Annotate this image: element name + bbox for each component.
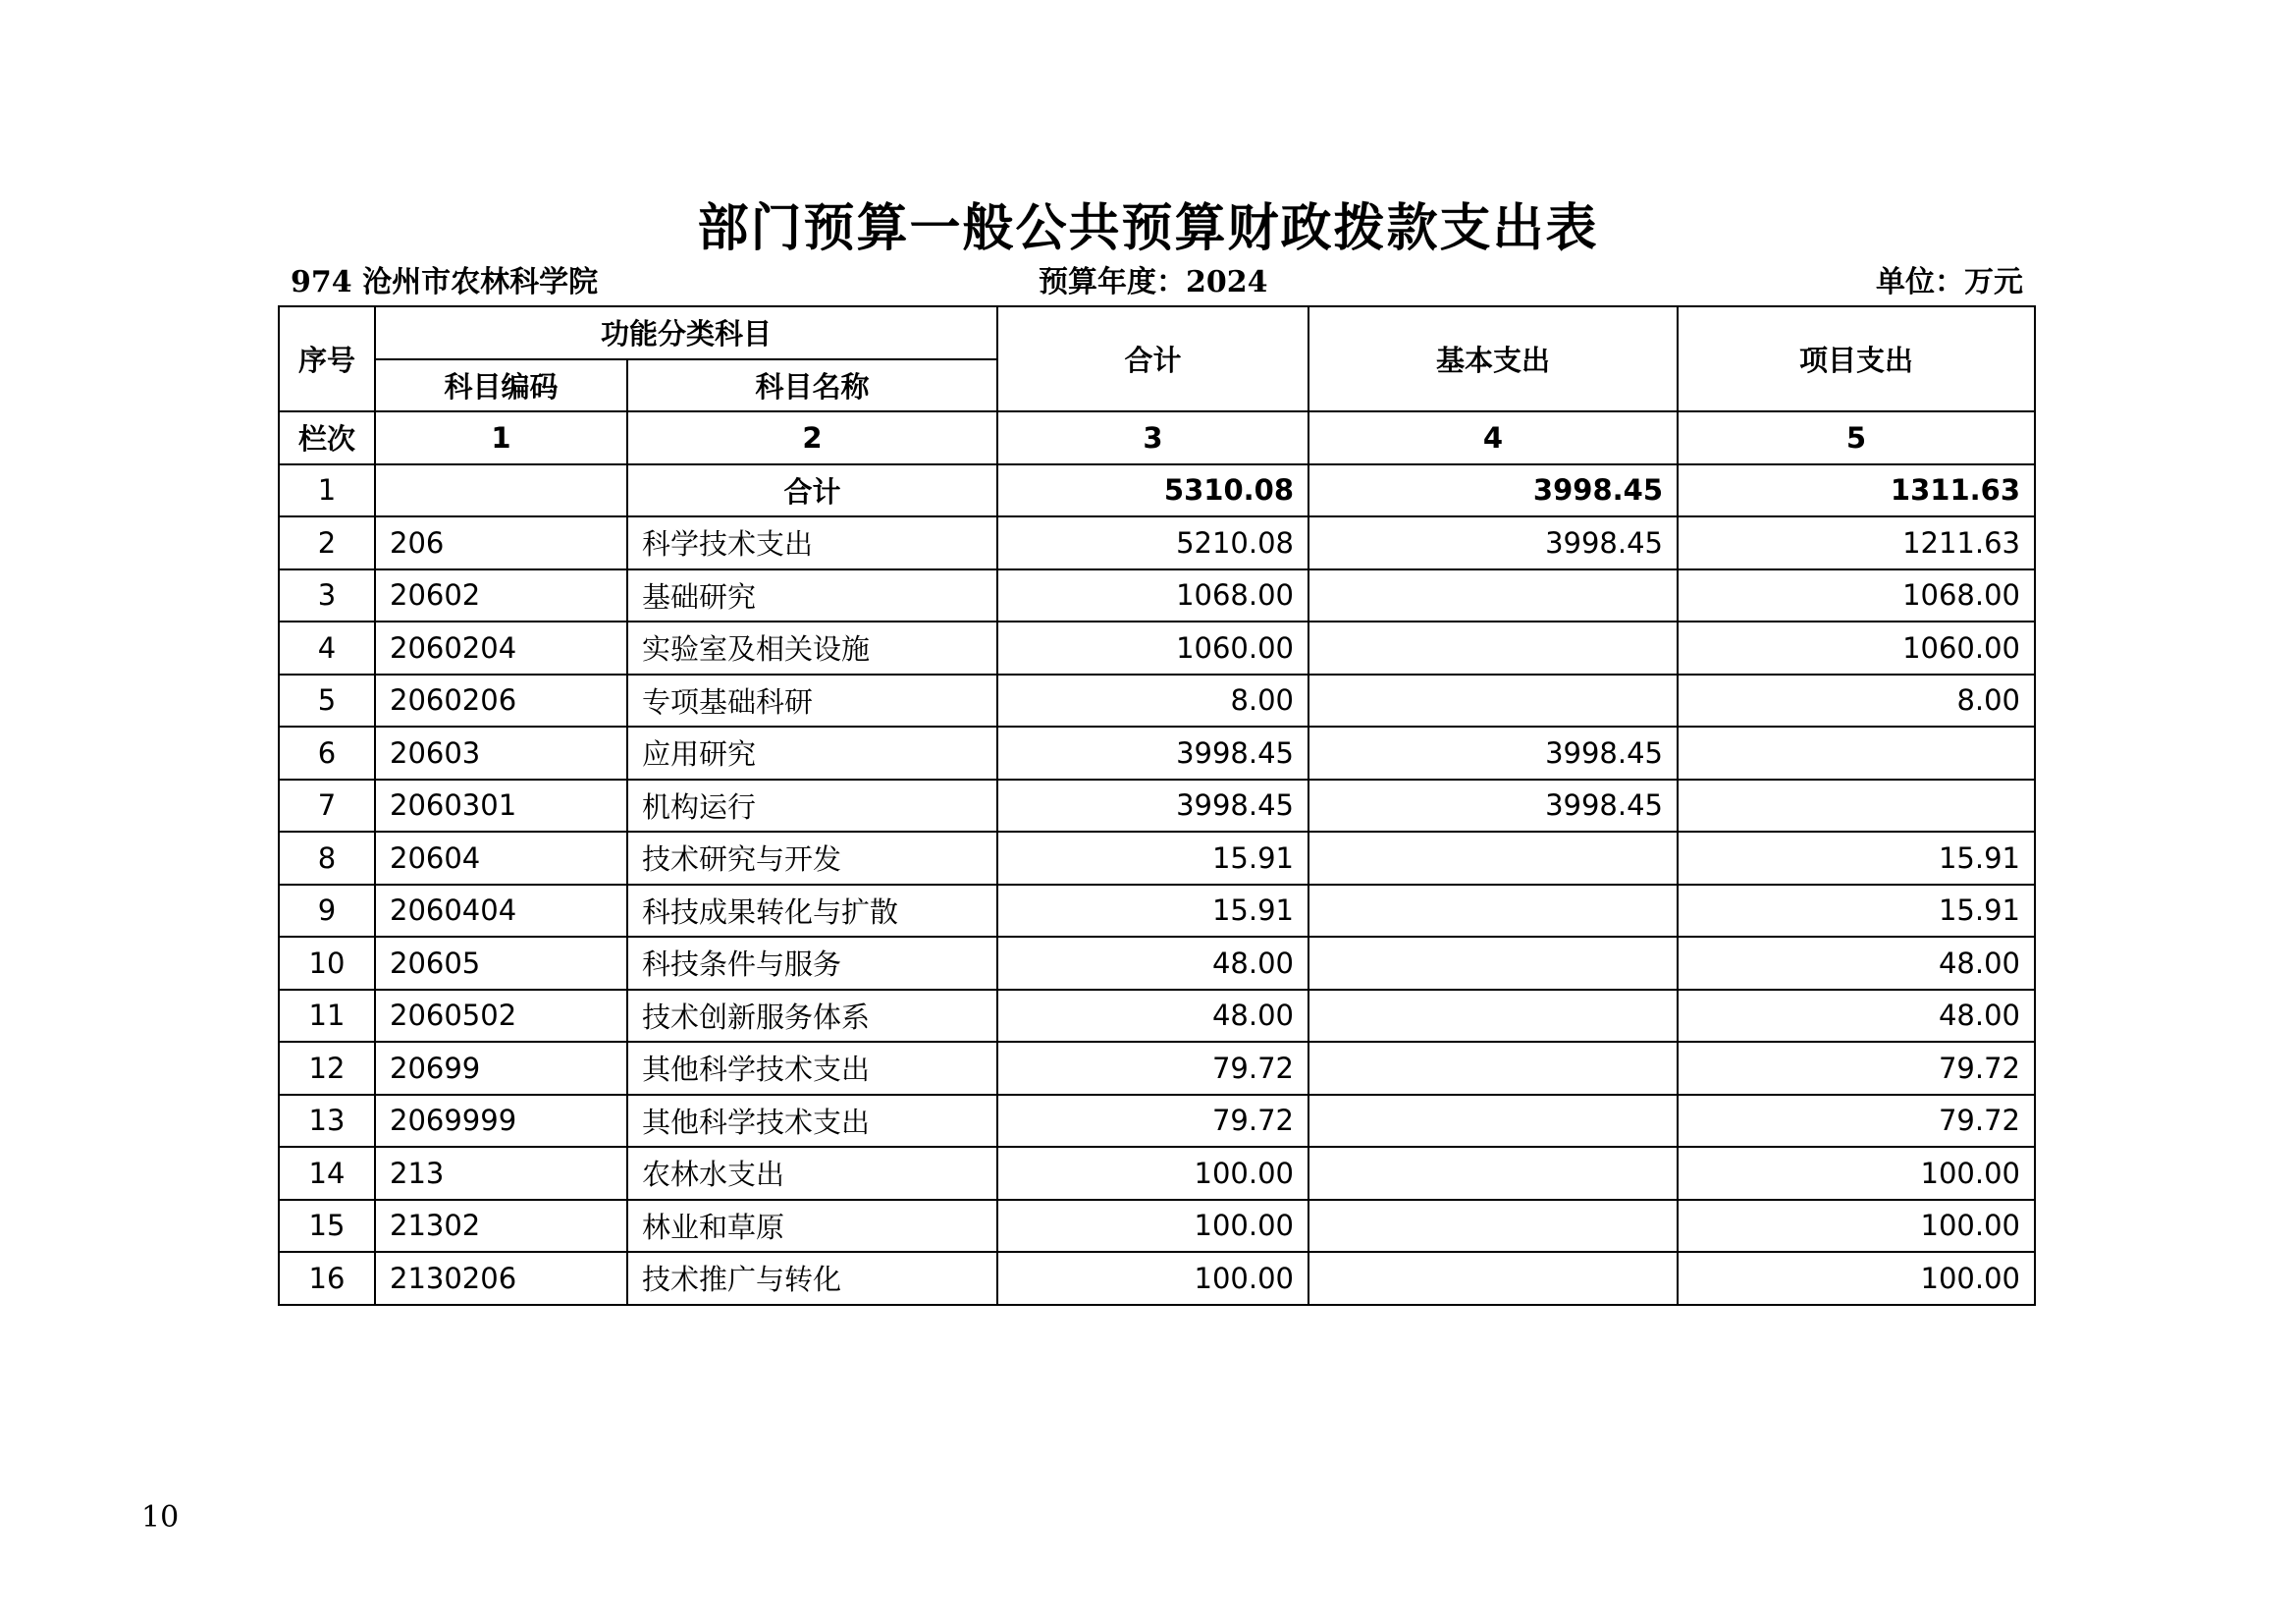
- cell-project: 79.72: [1678, 1042, 2035, 1095]
- cell-code: 20605: [375, 937, 627, 990]
- cell-project: 100.00: [1678, 1252, 2035, 1305]
- cell-total: 100.00: [997, 1200, 1308, 1253]
- cell-total: 8.00: [997, 675, 1308, 728]
- table-row: [279, 1042, 2035, 1095]
- cell-project: 1068.00: [1678, 569, 2035, 622]
- cell-total: 3998.45: [997, 727, 1308, 780]
- cell-seq: 10: [279, 937, 375, 990]
- cell-basic: [1308, 1252, 1678, 1305]
- page-title: 部门预算一般公共预算财政拨款支出表: [697, 198, 1599, 258]
- cell-total: 79.72: [997, 1042, 1308, 1095]
- table-row: [279, 780, 2035, 833]
- cell-seq: 1: [279, 464, 375, 517]
- cell-name: 技术创新服务体系: [627, 990, 997, 1043]
- cell-basic: [1308, 885, 1678, 938]
- table-row: [279, 937, 2035, 990]
- header-subject-code: 科目编码: [375, 359, 627, 412]
- table-row: [279, 1147, 2035, 1200]
- cell-project: 15.91: [1678, 832, 2035, 885]
- column-number-3: 3: [997, 411, 1308, 464]
- column-number-row: [279, 411, 2035, 464]
- cell-project: [1678, 780, 2035, 833]
- cell-basic: 3998.45: [1308, 516, 1678, 569]
- cell-seq: 9: [279, 885, 375, 938]
- cell-basic: [1308, 1200, 1678, 1253]
- header-function-category: 功能分类科目: [375, 306, 997, 359]
- table-row: [279, 990, 2035, 1043]
- cell-total: 3998.45: [997, 780, 1308, 833]
- cell-code: 20603: [375, 727, 627, 780]
- cell-name: 机构运行: [627, 780, 997, 833]
- header-seq: 序号: [279, 306, 375, 411]
- cell-basic: 3998.45: [1308, 727, 1678, 780]
- header-total: 合计: [997, 306, 1308, 411]
- cell-code: 2060206: [375, 675, 627, 728]
- header-project-expense: 项目支出: [1678, 306, 2035, 411]
- cell-name: 应用研究: [627, 727, 997, 780]
- cell-total: 100.00: [997, 1147, 1308, 1200]
- cell-total: 1060.00: [997, 622, 1308, 675]
- cell-code: 20604: [375, 832, 627, 885]
- cell-name: 其他科学技术支出: [627, 1095, 997, 1148]
- cell-name: 其他科学技术支出: [627, 1042, 997, 1095]
- cell-seq: 15: [279, 1200, 375, 1253]
- cell-project: 1060.00: [1678, 622, 2035, 675]
- cell-project: 1211.63: [1678, 516, 2035, 569]
- cell-seq: 12: [279, 1042, 375, 1095]
- cell-code: 2060204: [375, 622, 627, 675]
- table-row: [279, 727, 2035, 780]
- cell-total: 48.00: [997, 990, 1308, 1043]
- cell-code: 2069999: [375, 1095, 627, 1148]
- cell-project: 100.00: [1678, 1200, 2035, 1253]
- cell-code: 20602: [375, 569, 627, 622]
- cell-seq: 3: [279, 569, 375, 622]
- table-row: [279, 622, 2035, 675]
- budget-year-label: 预算年度：2024: [1039, 265, 1268, 299]
- cell-code: 206: [375, 516, 627, 569]
- cell-project: 48.00: [1678, 990, 2035, 1043]
- cell-project: 8.00: [1678, 675, 2035, 728]
- table-row: [279, 832, 2035, 885]
- cell-name: 科技成果转化与扩散: [627, 885, 997, 938]
- cell-basic: [1308, 675, 1678, 728]
- cell-total: 100.00: [997, 1252, 1308, 1305]
- cell-name: 技术研究与开发: [627, 832, 997, 885]
- cell-seq: 6: [279, 727, 375, 780]
- header-basic-expense: 基本支出: [1308, 306, 1678, 411]
- cell-seq: 4: [279, 622, 375, 675]
- cell-seq: 14: [279, 1147, 375, 1200]
- table-row: [279, 885, 2035, 938]
- cell-total: 79.72: [997, 1095, 1308, 1148]
- table-row: [279, 675, 2035, 728]
- cell-seq: 16: [279, 1252, 375, 1305]
- cell-code: 2060404: [375, 885, 627, 938]
- column-number-5: 5: [1678, 411, 2035, 464]
- cell-code: 213: [375, 1147, 627, 1200]
- unit-label: 单位：万元: [1876, 265, 2023, 299]
- cell-name: 科技条件与服务: [627, 937, 997, 990]
- cell-project: 100.00: [1678, 1147, 2035, 1200]
- cell-basic: [1308, 1095, 1678, 1148]
- table-row: [279, 516, 2035, 569]
- cell-seq: 7: [279, 780, 375, 833]
- cell-project: [1678, 727, 2035, 780]
- cell-basic: 3998.45: [1308, 780, 1678, 833]
- cell-basic: [1308, 622, 1678, 675]
- column-number-1: 1: [375, 411, 627, 464]
- cell-name: 林业和草原: [627, 1200, 997, 1253]
- cell-seq: 5: [279, 675, 375, 728]
- cell-code: [375, 464, 627, 517]
- cell-basic: [1308, 569, 1678, 622]
- table-row: [279, 569, 2035, 622]
- cell-code: 2130206: [375, 1252, 627, 1305]
- cell-total: 1068.00: [997, 569, 1308, 622]
- cell-project: 15.91: [1678, 885, 2035, 938]
- cell-project: 1311.63: [1678, 464, 2035, 517]
- cell-seq: 13: [279, 1095, 375, 1148]
- cell-seq: 2: [279, 516, 375, 569]
- page-number: 10: [141, 1500, 180, 1535]
- cell-total: 48.00: [997, 937, 1308, 990]
- cell-code: 2060502: [375, 990, 627, 1043]
- organization-label: 974 沧州市农林科学院: [291, 265, 599, 299]
- header-subject-name: 科目名称: [627, 359, 997, 412]
- cell-name: 合计: [627, 464, 997, 517]
- cell-code: 20699: [375, 1042, 627, 1095]
- cell-basic: [1308, 1147, 1678, 1200]
- cell-project: 79.72: [1678, 1095, 2035, 1148]
- cell-basic: [1308, 937, 1678, 990]
- cell-name: 基础研究: [627, 569, 997, 622]
- table-row: [279, 1095, 2035, 1148]
- cell-name: 技术推广与转化: [627, 1252, 997, 1305]
- table-row: [279, 1252, 2035, 1305]
- cell-name: 专项基础科研: [627, 675, 997, 728]
- column-number-4: 4: [1308, 411, 1678, 464]
- cell-name: 农林水支出: [627, 1147, 997, 1200]
- table-row-total: [279, 464, 2035, 517]
- cell-name: 科学技术支出: [627, 516, 997, 569]
- cell-basic: 3998.45: [1308, 464, 1678, 517]
- cell-project: 48.00: [1678, 937, 2035, 990]
- cell-total: 15.91: [997, 885, 1308, 938]
- cell-basic: [1308, 832, 1678, 885]
- cell-total: 5210.08: [997, 516, 1308, 569]
- cell-code: 2060301: [375, 780, 627, 833]
- column-number-label: 栏次: [279, 411, 375, 464]
- table-row: [279, 1200, 2035, 1253]
- cell-seq: 8: [279, 832, 375, 885]
- cell-total: 15.91: [997, 832, 1308, 885]
- column-number-2: 2: [627, 411, 997, 464]
- cell-basic: [1308, 990, 1678, 1043]
- budget-table: [278, 305, 2036, 1306]
- cell-code: 21302: [375, 1200, 627, 1253]
- cell-seq: 11: [279, 990, 375, 1043]
- cell-name: 实验室及相关设施: [627, 622, 997, 675]
- cell-total: 5310.08: [997, 464, 1308, 517]
- cell-basic: [1308, 1042, 1678, 1095]
